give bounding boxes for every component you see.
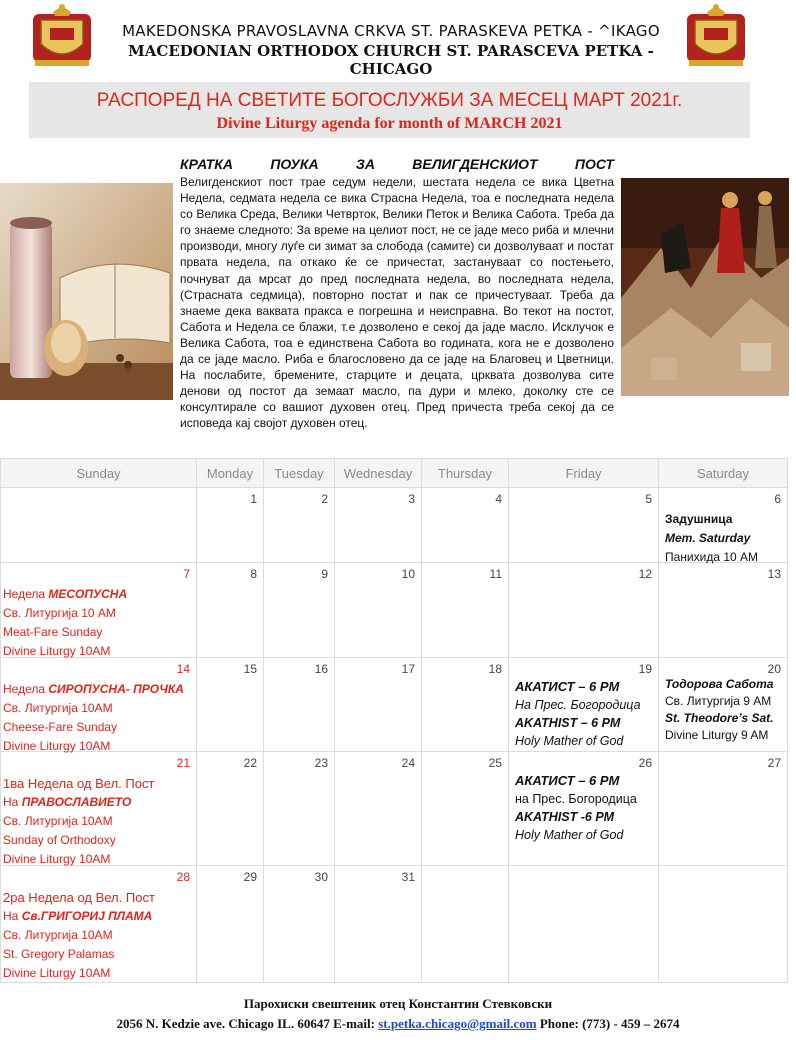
event-line: Св. Литургија 10AM bbox=[3, 701, 113, 715]
event-line: 1ва Недела од Вел. Пост bbox=[3, 776, 155, 791]
weekday-thursday: Thursday bbox=[422, 459, 509, 488]
day-number: 10 bbox=[401, 567, 415, 581]
day-cell bbox=[1, 866, 197, 983]
day-cell bbox=[509, 658, 659, 752]
lesson-body: Велигденскиот пост трае седум недели, шестата недела се вика Цветна Недела, седмата недела се вика Страсна Недела, тоа е последната недела со Велика Среда, Велики Четврток, Велики Петок и Велика Сабота. Треба да го знаеме следното: За време на целиот пост, не се јаде месо риба и млечни производи, многу луѓе си зимат за слобода (самите) си дозволуваат и постат првата недела, па откако ќе се причестат, застануваат со постењето, почнуват да мрсат до пред последната недела, во последната недела, (Страсната седмица), повторно постат и пак се причестуваат. Треба да знаеме дека ваквата пракса е погрешна и неисправна. Во текот на постот, Сабота и Недела се блажи, т.е дозволено е секој да јаде масло. Исклучок е Велика Сабота, тоа е единствена Сабота во годината, кога не е дозволено да се јаде масло. Риба е благословено да се јаде на Благовец и Цветници. На послабите, бремените, старците и децата, црквата дозволува сите денови од постот да земаат масло, па дури и млеко, доколку сте се консултирале со вашиот духовен отец. Пред причеста треба секој да се исповеда кај својот духовен отец. bbox=[180, 175, 614, 431]
day-cell bbox=[335, 488, 422, 563]
event-line: На Св.ГРИГОРИЈ ПЛАМА bbox=[3, 909, 153, 923]
weekday-tuesday: Tuesday bbox=[264, 459, 335, 488]
day-number: 9 bbox=[321, 567, 328, 581]
event-line: АКАТИСТ – 6 PM bbox=[515, 679, 620, 694]
address: 2056 N. Kedzie ave. Chicago IL. 60647 E-mail: bbox=[116, 1016, 379, 1031]
event-line: на Прес. Богородица bbox=[515, 792, 637, 806]
event-line: Тодорова Сабота bbox=[665, 677, 774, 691]
day-number: 18 bbox=[488, 662, 502, 676]
church-crest-left-icon bbox=[31, 2, 93, 70]
event-line: АКАТИСТ – 6 PM bbox=[515, 773, 620, 788]
email-link[interactable]: st.petka.chicago@gmail.com bbox=[378, 1016, 537, 1031]
church-name-english: MACEDONIAN ORTHODOX CHURCH ST. PARASCEVA PETKA - CHICAGO bbox=[128, 42, 654, 78]
week-row bbox=[1, 488, 788, 563]
day-number: 7 bbox=[183, 567, 190, 581]
event-memorial-saturday bbox=[665, 510, 785, 567]
event-akathist bbox=[515, 772, 656, 844]
day-cell bbox=[422, 488, 509, 563]
day-cell bbox=[659, 488, 788, 563]
event-line: Mem. Saturday bbox=[665, 531, 751, 545]
day-number: 1 bbox=[250, 492, 257, 506]
day-number: 22 bbox=[243, 756, 257, 770]
event-line: Meat-Fare Sunday bbox=[3, 625, 103, 639]
day-number: 21 bbox=[176, 756, 190, 770]
day-cell bbox=[509, 866, 659, 983]
event-st-theodore-saturday bbox=[665, 676, 785, 744]
day-cell bbox=[422, 752, 509, 866]
day-cell bbox=[335, 866, 422, 983]
day-cell bbox=[197, 752, 264, 866]
day-cell bbox=[264, 866, 335, 983]
lesson-title bbox=[180, 156, 614, 172]
day-number: 26 bbox=[638, 756, 652, 770]
day-number: 24 bbox=[401, 756, 415, 770]
day-number: 2 bbox=[321, 492, 328, 506]
event-line: Св. Литургија 10AM bbox=[3, 928, 113, 942]
weekday-wednesday: Wednesday bbox=[335, 459, 422, 488]
event-cheesefare-sunday bbox=[3, 680, 194, 756]
day-cell bbox=[1, 658, 197, 752]
event-line: Cheese-Fare Sunday bbox=[3, 720, 118, 734]
day-number: 30 bbox=[314, 870, 328, 884]
chalice-bread-book-image bbox=[0, 183, 173, 400]
day-number: 3 bbox=[408, 492, 415, 506]
day-cell bbox=[197, 866, 264, 983]
lesson-title-word: ЗА bbox=[355, 156, 375, 172]
weekday-header-row bbox=[1, 459, 788, 488]
weekday-monday: Monday bbox=[197, 459, 264, 488]
day-cell bbox=[335, 563, 422, 658]
week-row bbox=[1, 752, 788, 866]
day-number: 31 bbox=[401, 870, 415, 884]
temptation-of-christ-icon-image bbox=[621, 178, 789, 396]
day-number: 4 bbox=[495, 492, 502, 506]
event-line: Св. Литургија 9 AM bbox=[665, 694, 772, 708]
event-line: Sunday of Orthodoxy bbox=[3, 833, 116, 847]
schedule-title-mk: РАСПОРЕД НА СВЕТИТЕ БОГОСЛУЖБИ ЗА МЕСЕЦ МАРТ 2021г. bbox=[96, 90, 683, 111]
event-line: На Прес. Богородица bbox=[515, 698, 641, 712]
day-cell bbox=[659, 563, 788, 658]
day-cell bbox=[197, 563, 264, 658]
event-line: Divine Liturgy 10AM bbox=[3, 852, 111, 866]
church-crest-right-icon bbox=[685, 2, 747, 70]
day-cell bbox=[264, 563, 335, 658]
day-cell bbox=[422, 658, 509, 752]
week-row bbox=[1, 866, 788, 983]
day-number: 27 bbox=[767, 756, 781, 770]
day-number: 13 bbox=[767, 567, 781, 581]
day-cell bbox=[509, 488, 659, 563]
schedule-title-en: Divine Liturgy agenda for month of MARCH 2021 bbox=[216, 115, 563, 132]
event-line: Holy Mather of God bbox=[515, 828, 624, 842]
event-akathist bbox=[515, 678, 656, 750]
day-cell bbox=[335, 752, 422, 866]
event-sunday-of-orthodoxy bbox=[3, 774, 194, 869]
day-cell bbox=[264, 658, 335, 752]
day-cell bbox=[1, 752, 197, 866]
day-number: 28 bbox=[176, 870, 190, 884]
day-number: 23 bbox=[314, 756, 328, 770]
day-number: 19 bbox=[638, 662, 652, 676]
day-number: 12 bbox=[638, 567, 652, 581]
day-cell bbox=[422, 866, 509, 983]
event-line: Св. Литургија 10AM bbox=[3, 814, 113, 828]
day-cell bbox=[509, 563, 659, 658]
weekday-friday: Friday bbox=[509, 459, 659, 488]
week-row bbox=[1, 658, 788, 752]
day-cell bbox=[335, 658, 422, 752]
day-cell bbox=[659, 866, 788, 983]
day-cell bbox=[197, 488, 264, 563]
day-number: 11 bbox=[489, 567, 502, 581]
day-number: 5 bbox=[645, 492, 652, 506]
day-cell bbox=[659, 752, 788, 866]
event-line: Задушница bbox=[665, 512, 733, 526]
day-number: 8 bbox=[250, 567, 257, 581]
event-line: Divine Liturgy 10AM bbox=[3, 739, 111, 753]
week-row bbox=[1, 563, 788, 658]
day-number: 20 bbox=[767, 662, 781, 676]
weekday-sunday: Sunday bbox=[1, 459, 197, 488]
event-line: Недела МЕСОПУСНА bbox=[3, 587, 128, 601]
event-line: 2ра Недела од Вел. Пост bbox=[3, 890, 155, 905]
day-cell bbox=[264, 752, 335, 866]
event-line: На ПРАВОСЛАВИЕТО bbox=[3, 795, 132, 809]
church-name-latin: MAKEDONSKA PRAVOSLAVNA CRKVA ST. PARASKEVA PETKA - ^IKAGO bbox=[122, 22, 660, 40]
lesson-title-word: ПОСТ bbox=[574, 156, 614, 172]
weekday-saturday: Saturday bbox=[659, 459, 788, 488]
event-line: St. Gregory Palamas bbox=[3, 947, 115, 961]
event-line: Divine Liturgy 10AM bbox=[3, 966, 111, 980]
day-cell bbox=[509, 752, 659, 866]
day-cell bbox=[264, 488, 335, 563]
event-meatfare-sunday bbox=[3, 585, 194, 661]
event-line: Holy Mather of God bbox=[515, 734, 624, 748]
day-cell bbox=[197, 658, 264, 752]
event-line: Недела СИРОПУСНА- ПРОЧКА bbox=[3, 682, 184, 696]
event-line: AKATHIST -6 PM bbox=[515, 810, 615, 824]
day-number: 29 bbox=[243, 870, 257, 884]
day-cell bbox=[1, 563, 197, 658]
parish-priest: Парохиски свештеник отец Константин Стевковски bbox=[243, 996, 553, 1011]
lesson-title-word: ВЕЛИГДЕНСКИОТ bbox=[412, 156, 538, 172]
event-line: Divine Liturgy 9 AM bbox=[665, 728, 769, 742]
lesson-title-word: ПОУКА bbox=[270, 156, 319, 172]
lesson-title-word: КРАТКА bbox=[180, 156, 234, 172]
event-line: St. Theodore’s Sat. bbox=[665, 711, 774, 725]
day-number: 16 bbox=[314, 662, 328, 676]
title-banner bbox=[29, 82, 750, 138]
event-line: Divine Liturgy 10AM bbox=[3, 644, 111, 658]
day-number: 6 bbox=[774, 492, 781, 506]
phone: Phone: (773) - 459 – 2674 bbox=[536, 1016, 680, 1031]
day-number: 25 bbox=[488, 756, 502, 770]
event-st-gregory-palamas-sunday bbox=[3, 888, 194, 983]
day-number: 14 bbox=[176, 662, 190, 676]
event-line: AKATHIST – 6 PM bbox=[515, 716, 621, 730]
event-line: Панихида 10 AM bbox=[665, 550, 759, 564]
day-cell bbox=[659, 658, 788, 752]
event-line: Св. Литургија 10 AM bbox=[3, 606, 116, 620]
day-number: 15 bbox=[243, 662, 257, 676]
march-calendar bbox=[0, 458, 788, 983]
contact-line bbox=[0, 1016, 796, 1032]
day-cell bbox=[422, 563, 509, 658]
day-cell bbox=[1, 488, 197, 563]
day-number: 17 bbox=[401, 662, 415, 676]
